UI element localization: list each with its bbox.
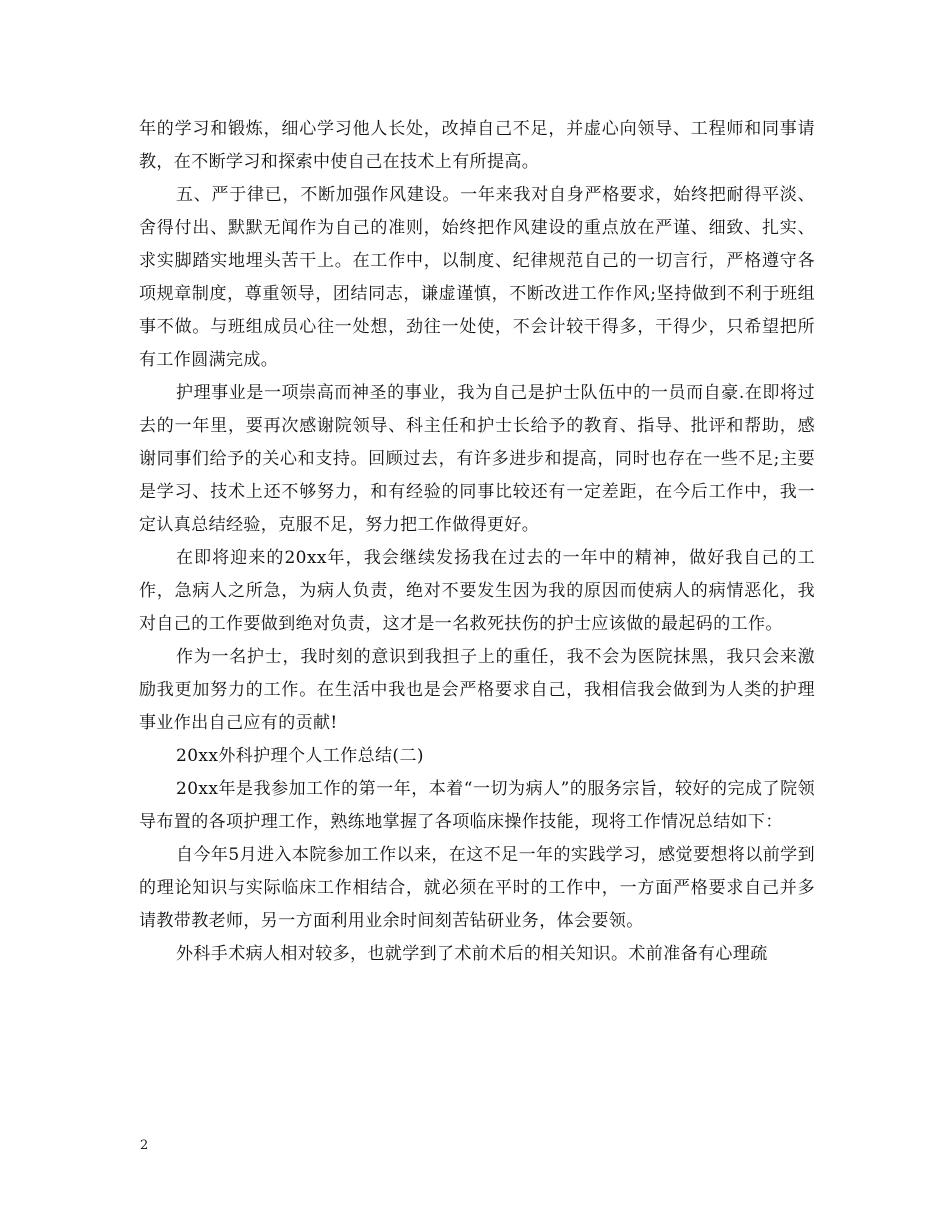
paragraph-8: 自今年5月进入本院参加工作以来，在这不足一年的实践学习，感觉要想将以前学到的理论知识与实际临床工作相结合，就必须在平时的工作中，一方面严格要求自己并多请教带教老师，另一方面利用业余时间刻苦钻研业务，体会要领。 (139, 845, 815, 931)
paragraph-2: 五、严于律已，不断加强作风建设。一年来我对自身严格要求，始终把耐得平淡、舍得付出、默默无闻作为自己的准则，始终把作风建设的重点放在严谨、细致、扎实、求实脚踏实地埋头苦干上。在工作中，以制度、纪律规范自己的一切言行，严格遵守各项规章制度，尊重领导，团结同志，谦虚谨慎，不断改进工作作风;坚持做到不利于班组事不做。与班组成员心往一处想，劲往一处使，不会计较干得多，干得少，只希望把所有工作圆满完成。 (139, 185, 815, 370)
body-text (139, 113, 815, 971)
paragraph-5: 作为一名护士，我时刻的意识到我担子上的重任，我不会为医院抹黑，我只会来激励我更加努力的工作。在生活中我也是会严格要求自己，我相信我会做到为人类的护理事业作出自己应有的贡献! (139, 647, 815, 733)
paragraph-3: 护理事业是一项崇高而神圣的事业，我为自己是护士队伍中的一员而自豪.在即将过去的一年里，要再次感谢院领导、科主任和护士长给予的教育、指导、批评和帮助，感谢同事们给予的关心和支持。回顾过去，有许多进步和提高，同时也存在一些不足;主要是学习、技术上还不够努力，和有经验的同事比较还有一定差距，在今后工作中，我一定认真总结经验，克服不足，努力把工作做得更好。 (139, 383, 815, 535)
section-heading: 20xx外科护理个人工作总结(二) (176, 746, 424, 766)
paragraph-4: 在即将迎来的20xx年，我会继续发扬我在过去的一年中的精神，做好我自己的工作，急病人之所急，为病人负责，绝对不要发生因为我的原因而使病人的病情恶化，我对自己的工作要做到绝对负责，这才是一名救死扶伤的护士应该做的最起码的工作。 (139, 548, 815, 634)
paragraph-7: 20xx年是我参加工作的第一年，本着“一切为病人”的服务宗旨，较好的完成了院领导布置的各项护理工作，熟练地掌握了各项临床操作技能，现将工作情况总结如下： (139, 779, 815, 832)
page-number: 2 (140, 1138, 149, 1153)
paragraph-1: 年的学习和锻炼，细心学习他人长处，改掉自己不足，并虚心向领导、工程师和同事请教，在不断学习和探索中使自己在技术上有所提高。 (139, 119, 815, 172)
paragraph-9: 外科手术病人相对较多，也就学到了术前术后的相关知识。术前准备有心理疏 (176, 944, 768, 964)
